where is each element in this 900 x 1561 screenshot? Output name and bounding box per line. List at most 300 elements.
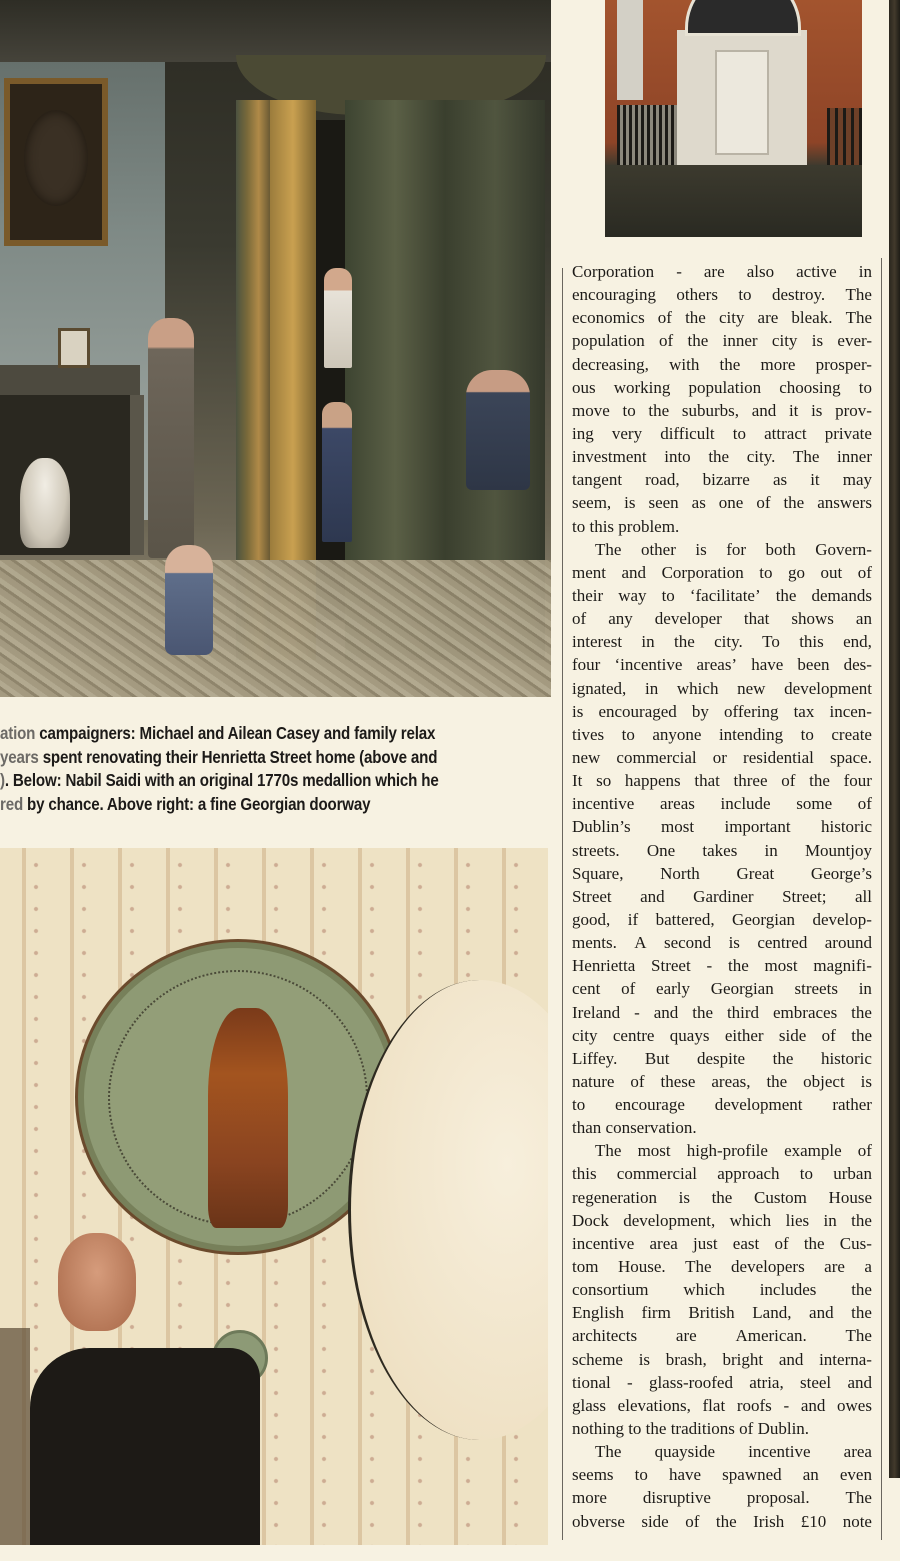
shadow bbox=[0, 1328, 30, 1545]
word: is bbox=[811, 331, 824, 351]
word: some bbox=[796, 794, 833, 814]
word: commercial bbox=[616, 747, 697, 767]
word: of bbox=[857, 794, 872, 814]
word: historic bbox=[821, 817, 872, 837]
word: are bbox=[757, 308, 779, 328]
word: is bbox=[638, 1349, 651, 1369]
figure-child bbox=[322, 402, 352, 542]
word: the bbox=[803, 1233, 825, 1253]
figure-michael bbox=[148, 318, 194, 558]
word: is bbox=[860, 1071, 872, 1091]
word: the bbox=[685, 308, 706, 328]
word: by bbox=[691, 701, 709, 721]
article-line bbox=[572, 538, 872, 561]
word: and bbox=[809, 1303, 834, 1323]
word: and bbox=[847, 1372, 872, 1392]
word: historic bbox=[820, 1048, 872, 1068]
word: streets. bbox=[572, 840, 620, 860]
word: more bbox=[572, 1488, 607, 1508]
caption-fragment: years bbox=[0, 746, 39, 767]
word: most bbox=[764, 956, 798, 976]
word: this bbox=[572, 1164, 597, 1184]
figure-nabil-saidi-head bbox=[58, 1233, 136, 1331]
word: House. bbox=[617, 1257, 666, 1277]
word: have bbox=[668, 1465, 702, 1485]
word: object bbox=[803, 1071, 845, 1091]
word: create bbox=[831, 724, 872, 744]
word: the bbox=[715, 1511, 737, 1531]
word: areas bbox=[659, 794, 695, 814]
word: despite bbox=[696, 1048, 746, 1068]
word: development bbox=[714, 1095, 803, 1115]
word: any bbox=[608, 609, 633, 629]
word: is bbox=[695, 539, 707, 559]
caption-fragment: red bbox=[0, 793, 24, 814]
article-line bbox=[572, 1232, 872, 1255]
word: centre bbox=[612, 1025, 655, 1045]
word: The bbox=[792, 447, 820, 467]
word: of bbox=[857, 1141, 872, 1161]
article-line bbox=[572, 1301, 872, 1324]
small-frame bbox=[58, 328, 90, 368]
word: roofs bbox=[736, 1395, 772, 1415]
caption-line bbox=[0, 793, 554, 817]
word: interest bbox=[572, 632, 623, 652]
word: spawned bbox=[722, 1465, 782, 1485]
article-line bbox=[572, 283, 872, 306]
word: side bbox=[778, 1025, 807, 1045]
word: Liffey. bbox=[572, 1048, 618, 1068]
word: also bbox=[746, 262, 775, 281]
word: tives bbox=[572, 724, 605, 744]
word: in bbox=[858, 979, 872, 999]
article-line bbox=[572, 468, 872, 491]
word: magnifi- bbox=[813, 956, 872, 976]
adjacent-page-edge bbox=[889, 0, 900, 1478]
word: may bbox=[842, 470, 872, 490]
word: developer bbox=[654, 609, 722, 629]
word: most bbox=[660, 817, 695, 837]
word: three bbox=[733, 771, 768, 791]
word: takes bbox=[702, 840, 738, 860]
article-line bbox=[572, 306, 872, 329]
word: or bbox=[712, 747, 727, 767]
word: seen bbox=[648, 493, 679, 513]
article-line bbox=[572, 584, 872, 607]
word: the bbox=[711, 1187, 733, 1207]
word: Dock bbox=[572, 1210, 609, 1230]
word: glass-roofed bbox=[648, 1372, 733, 1392]
caption-text: campaigners: Michael and Ailean Casey and family relax bbox=[35, 723, 436, 743]
figure-teen bbox=[324, 268, 352, 368]
word: as bbox=[772, 470, 788, 490]
word: owes bbox=[837, 1395, 872, 1415]
article-line bbox=[572, 1047, 872, 1070]
article-line bbox=[572, 653, 872, 676]
word: note bbox=[842, 1511, 872, 1531]
article-line bbox=[572, 399, 872, 422]
word: It bbox=[572, 771, 583, 791]
word: which bbox=[729, 1210, 772, 1230]
word: which bbox=[676, 678, 719, 698]
word: rather bbox=[832, 1095, 872, 1115]
word: economics bbox=[572, 308, 645, 328]
word: third bbox=[726, 1002, 760, 1022]
word: proposal. bbox=[746, 1488, 810, 1508]
word: develop- bbox=[812, 909, 872, 929]
article-line bbox=[572, 1324, 872, 1347]
carpet bbox=[0, 560, 551, 697]
word: To bbox=[762, 632, 780, 652]
word: the bbox=[851, 1303, 872, 1323]
word: the bbox=[766, 1071, 788, 1091]
article-line bbox=[572, 607, 872, 630]
word: as bbox=[691, 493, 706, 513]
word: elevations, bbox=[617, 1395, 691, 1415]
word: are bbox=[675, 1326, 697, 1346]
word: four bbox=[572, 655, 601, 675]
caption-line bbox=[0, 746, 554, 770]
column-rule bbox=[562, 268, 563, 1540]
word: very bbox=[611, 423, 643, 443]
word: and bbox=[621, 562, 647, 582]
word: - bbox=[634, 1002, 640, 1022]
article-line bbox=[572, 561, 872, 584]
word: ments. bbox=[572, 933, 617, 953]
word: city bbox=[718, 308, 745, 328]
word: des- bbox=[843, 655, 872, 675]
article-line bbox=[572, 1024, 872, 1047]
caption-text: . Below: Nabil Saidi with an original 1770s medallion which he bbox=[4, 770, 439, 790]
word: of bbox=[821, 1025, 836, 1045]
word: the bbox=[674, 632, 695, 652]
word: lies bbox=[785, 1210, 810, 1230]
cornice bbox=[0, 0, 551, 62]
article-line bbox=[572, 1139, 872, 1162]
word: is bbox=[728, 933, 740, 953]
word: interna- bbox=[819, 1349, 872, 1369]
word: offering bbox=[724, 701, 779, 721]
front-door bbox=[715, 50, 769, 155]
word: the bbox=[727, 956, 749, 976]
word: include bbox=[720, 794, 771, 814]
word: But bbox=[644, 1048, 670, 1068]
article-line bbox=[572, 260, 872, 283]
word: Henrietta bbox=[572, 956, 636, 976]
marble-bust bbox=[20, 458, 70, 548]
word: The bbox=[845, 1488, 872, 1508]
word: more bbox=[760, 354, 796, 374]
article-line bbox=[572, 491, 872, 514]
word: of bbox=[781, 771, 796, 791]
word: tional bbox=[572, 1372, 611, 1392]
word: demands bbox=[811, 585, 872, 605]
word: One bbox=[646, 840, 676, 860]
word: decreasing, bbox=[572, 354, 649, 374]
word: city. bbox=[714, 632, 743, 652]
word: regeneration bbox=[572, 1187, 657, 1207]
word: the bbox=[692, 1002, 713, 1022]
figure-nabil-saidi-suit bbox=[30, 1348, 260, 1545]
photo-casey-family-interior bbox=[0, 0, 551, 697]
word: Street bbox=[651, 956, 691, 976]
word: is bbox=[811, 400, 823, 420]
article-line bbox=[572, 977, 872, 1000]
word: for bbox=[726, 539, 747, 559]
word: area bbox=[649, 1233, 678, 1253]
article-line bbox=[572, 931, 872, 954]
word: consortium bbox=[572, 1280, 649, 1300]
word: to bbox=[621, 724, 635, 744]
word: cent bbox=[572, 979, 601, 999]
article-line bbox=[572, 1394, 872, 1417]
word: of bbox=[621, 979, 636, 999]
word: good, bbox=[572, 909, 611, 929]
word: to bbox=[661, 585, 675, 605]
word: Dublin’s bbox=[572, 817, 631, 837]
article-line bbox=[572, 353, 872, 376]
word: an bbox=[855, 609, 872, 629]
word: development bbox=[784, 678, 872, 698]
word: the bbox=[851, 1025, 872, 1045]
article-line bbox=[572, 1001, 872, 1024]
word: to bbox=[738, 285, 752, 305]
word: - bbox=[627, 1372, 633, 1392]
article-line bbox=[572, 723, 872, 746]
word: that bbox=[694, 771, 720, 791]
article-line bbox=[572, 1255, 872, 1278]
word: in bbox=[858, 262, 872, 281]
word: intending bbox=[718, 724, 784, 744]
word: ment bbox=[572, 562, 606, 582]
word: and bbox=[653, 1002, 679, 1022]
word: population bbox=[688, 377, 762, 397]
word: population bbox=[572, 331, 645, 351]
word: North bbox=[660, 863, 700, 883]
word: inner bbox=[722, 331, 758, 351]
word: nature bbox=[572, 1071, 615, 1091]
word: of bbox=[657, 308, 672, 328]
word: quayside bbox=[654, 1442, 716, 1462]
word: to bbox=[799, 1164, 814, 1184]
article-line bbox=[572, 1186, 872, 1209]
word: Land, bbox=[752, 1303, 792, 1323]
word: urban bbox=[833, 1164, 872, 1184]
article-line: to this problem. bbox=[572, 516, 680, 536]
article-line bbox=[572, 1486, 872, 1509]
word: to bbox=[622, 400, 636, 420]
word: Square, bbox=[572, 863, 624, 883]
word: Street bbox=[572, 886, 612, 906]
word: Corporation bbox=[661, 562, 744, 582]
word: area bbox=[843, 1442, 872, 1462]
word: of bbox=[659, 331, 674, 351]
word: are bbox=[703, 262, 725, 281]
word: commercial bbox=[616, 1164, 698, 1184]
doorway-shadow bbox=[316, 120, 345, 620]
word: seems bbox=[572, 1465, 614, 1485]
article-line bbox=[572, 1278, 872, 1301]
word: The bbox=[595, 539, 622, 559]
caption-fragment: ) bbox=[0, 770, 5, 790]
word: encourage bbox=[615, 1095, 685, 1115]
word: glass bbox=[572, 1395, 606, 1415]
word: American. bbox=[735, 1326, 807, 1346]
word: of bbox=[756, 493, 771, 513]
word: Georgian bbox=[710, 979, 774, 999]
word: investment bbox=[572, 447, 647, 467]
word: a bbox=[864, 1257, 872, 1277]
word: in bbox=[823, 1210, 837, 1230]
article-body bbox=[572, 260, 872, 1533]
article-line bbox=[572, 1348, 872, 1371]
word: of bbox=[685, 1511, 700, 1531]
word: early bbox=[656, 979, 691, 999]
framed-portrait bbox=[4, 78, 108, 246]
word: it bbox=[810, 470, 820, 490]
figure-ailean bbox=[466, 370, 530, 490]
word: centred bbox=[757, 933, 808, 953]
caption-text: by chance. Above right: a fine Georgian doorway bbox=[23, 793, 371, 814]
word: ous bbox=[572, 377, 596, 397]
word: shows bbox=[791, 609, 834, 629]
word: of bbox=[857, 562, 872, 582]
word: incentive bbox=[572, 1233, 635, 1253]
word: atria, bbox=[749, 1372, 784, 1392]
word: brash, bbox=[665, 1349, 707, 1369]
word: to bbox=[572, 1095, 586, 1115]
word: - bbox=[676, 262, 682, 281]
article-line bbox=[572, 815, 872, 838]
word: are bbox=[824, 1257, 845, 1277]
word: George’s bbox=[810, 863, 872, 883]
word: to bbox=[759, 562, 773, 582]
word: so bbox=[596, 771, 612, 791]
article-line bbox=[572, 792, 872, 815]
word: if bbox=[627, 909, 639, 929]
word: of bbox=[572, 609, 587, 629]
word: which bbox=[683, 1280, 725, 1300]
word: and bbox=[800, 1395, 826, 1415]
word: the bbox=[851, 1002, 872, 1022]
word: this bbox=[799, 632, 824, 652]
word: incentive bbox=[748, 1442, 811, 1462]
word: space. bbox=[829, 747, 872, 767]
article-line bbox=[572, 1070, 872, 1093]
word: important bbox=[724, 817, 791, 837]
word: bizarre bbox=[702, 470, 750, 490]
word: new bbox=[572, 747, 601, 767]
word: the bbox=[687, 331, 709, 351]
word: scheme bbox=[572, 1349, 623, 1369]
caption-line bbox=[0, 769, 554, 793]
word: choosing bbox=[779, 377, 841, 397]
word: Georgian bbox=[732, 909, 795, 929]
word: these bbox=[660, 1071, 696, 1091]
article-line bbox=[572, 1371, 872, 1394]
word: firm bbox=[641, 1303, 671, 1323]
pavement bbox=[605, 165, 862, 237]
word: The bbox=[595, 1141, 622, 1161]
word: developers bbox=[731, 1257, 805, 1277]
word: destroy. bbox=[771, 285, 826, 305]
word: the bbox=[775, 585, 797, 605]
word: seem, bbox=[572, 493, 612, 513]
word: either bbox=[724, 1025, 764, 1045]
photo-nabil-saidi-medallion bbox=[0, 848, 548, 1545]
word: road, bbox=[645, 470, 680, 490]
word: bleak. bbox=[791, 308, 833, 328]
word: in bbox=[641, 632, 655, 652]
word: and bbox=[751, 400, 777, 420]
word: embraces bbox=[773, 1002, 838, 1022]
word: all bbox=[854, 886, 872, 906]
word: others bbox=[676, 285, 718, 305]
word: answers bbox=[817, 493, 872, 513]
article-line bbox=[572, 1440, 872, 1463]
word: areas’ bbox=[696, 655, 738, 675]
word: prosper- bbox=[815, 354, 872, 374]
word: prov- bbox=[835, 400, 872, 420]
mantelpiece bbox=[0, 365, 140, 395]
word: British bbox=[688, 1303, 735, 1323]
word: ‘incentive bbox=[614, 655, 683, 675]
word: steel bbox=[800, 1372, 832, 1392]
word: the bbox=[851, 1280, 872, 1300]
word: disruptive bbox=[642, 1488, 711, 1508]
article-line bbox=[572, 700, 872, 723]
word: - bbox=[706, 956, 713, 976]
word: battered, bbox=[655, 909, 715, 929]
article-line bbox=[572, 862, 872, 885]
word: encouraged bbox=[598, 701, 677, 721]
word: The bbox=[595, 1442, 622, 1462]
word: private bbox=[824, 423, 872, 443]
word: out bbox=[820, 562, 843, 582]
article-line bbox=[572, 1093, 872, 1116]
word: the bbox=[719, 354, 741, 374]
word: end, bbox=[843, 632, 872, 652]
word: east bbox=[732, 1233, 760, 1253]
word: approach bbox=[717, 1164, 780, 1184]
word: streets bbox=[794, 979, 838, 999]
word: - bbox=[783, 1395, 790, 1415]
classical-figure-with-lyre bbox=[208, 1008, 288, 1228]
word: ‘facilitate’ bbox=[689, 585, 761, 605]
article-line bbox=[572, 885, 872, 908]
word: tangent bbox=[572, 470, 623, 490]
word: and bbox=[778, 1349, 804, 1369]
word: to bbox=[858, 377, 872, 397]
word: Gardiner bbox=[693, 886, 754, 906]
word: Mountjoy bbox=[804, 840, 872, 860]
word: difficult bbox=[660, 423, 715, 443]
word: quays bbox=[669, 1025, 710, 1045]
word: city bbox=[771, 331, 798, 351]
word: The bbox=[845, 1326, 872, 1346]
word: incentive bbox=[572, 794, 635, 814]
word: is bbox=[572, 701, 584, 721]
word: residential bbox=[743, 747, 814, 767]
word: Cus- bbox=[839, 1233, 872, 1253]
word: suburbs, bbox=[681, 400, 740, 420]
article-line bbox=[572, 1209, 872, 1232]
word: way bbox=[618, 585, 647, 605]
article-line bbox=[572, 839, 872, 862]
word: to bbox=[634, 1465, 648, 1485]
word: the bbox=[648, 400, 670, 420]
word: The bbox=[685, 1257, 712, 1277]
